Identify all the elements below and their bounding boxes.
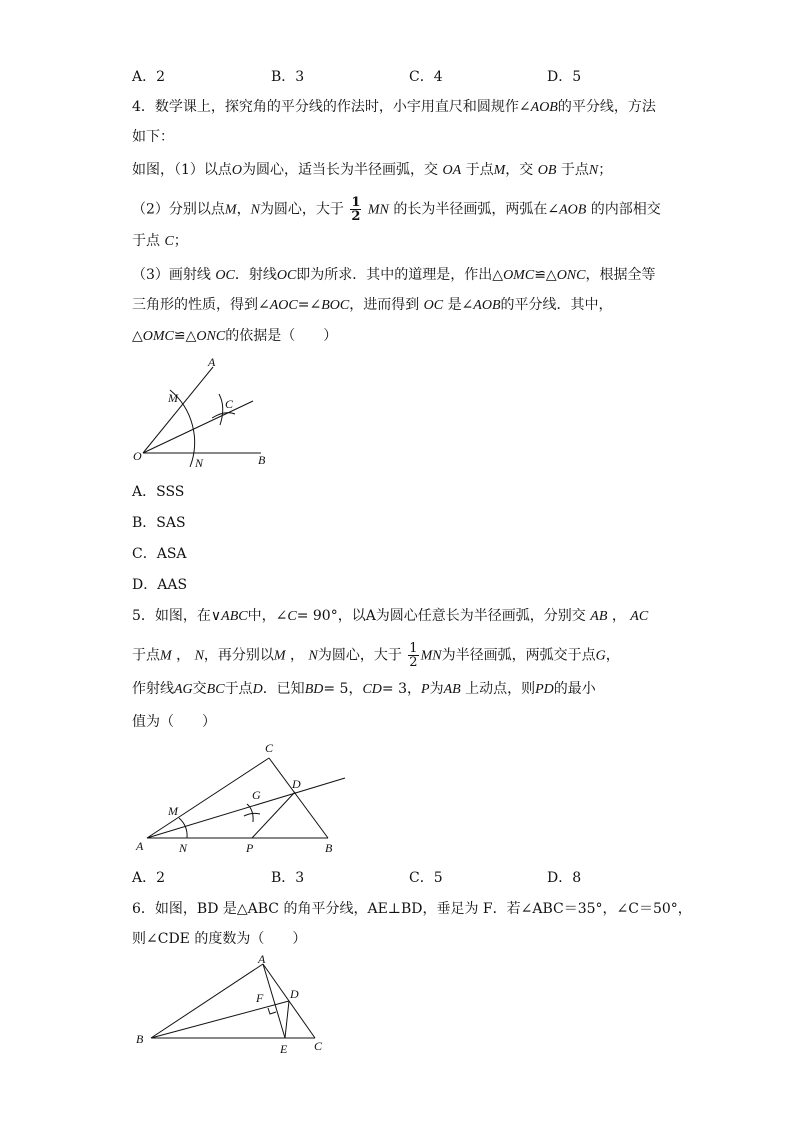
- q5-option-c: C．5: [409, 870, 443, 886]
- q5-option-d: D．8: [547, 870, 582, 886]
- q5-line-2: [132, 642, 620, 669]
- var: MN: [367, 202, 389, 218]
- right-angle-mark: [268, 1008, 276, 1014]
- var: N: [250, 202, 260, 218]
- var: AOB: [559, 202, 587, 218]
- text: ；: [598, 162, 613, 178]
- var: OC: [423, 298, 444, 313]
- denominator: 2: [409, 655, 418, 670]
- text: ，: [290, 647, 305, 664]
- text: = 5，: [323, 681, 363, 697]
- text: 于点: [465, 162, 494, 178]
- text: ．已知: [262, 681, 305, 697]
- text: =∠: [297, 297, 322, 313]
- q5-line-3: [132, 679, 596, 700]
- text: △: [132, 328, 143, 344]
- var: ABC: [221, 609, 248, 624]
- label-g: G: [252, 788, 261, 802]
- fraction-one-half: [350, 196, 361, 223]
- text: ≌△: [173, 328, 197, 344]
- denominator: 2: [351, 209, 361, 224]
- label-a: A: [208, 355, 216, 369]
- text: ；: [173, 233, 188, 249]
- var: AB: [443, 682, 461, 697]
- text: ．射线: [234, 267, 277, 283]
- label-o: O: [133, 449, 142, 463]
- var: OMC: [503, 268, 535, 283]
- text: （2）分别以点: [132, 201, 225, 218]
- var: N: [588, 163, 599, 178]
- var: M: [224, 202, 237, 218]
- var: G: [595, 648, 606, 664]
- q4-step-4: [132, 295, 613, 316]
- text: ，: [605, 647, 620, 664]
- var: P: [421, 682, 430, 697]
- text: 的平分线．其中，: [500, 297, 613, 313]
- label-n: N: [179, 841, 188, 855]
- q3-options: [132, 66, 652, 86]
- label-d: D: [290, 987, 299, 1001]
- ray-oc: [143, 401, 253, 453]
- label-b: B: [258, 453, 266, 467]
- text: 的内部相交: [590, 201, 661, 218]
- q4-step-5: [132, 326, 337, 347]
- fraction-one-half: [408, 642, 418, 669]
- var: C: [164, 234, 174, 249]
- label-b: B: [136, 1032, 144, 1046]
- label-a: A: [258, 954, 266, 966]
- var: MN: [420, 648, 442, 664]
- text: ，: [236, 201, 251, 218]
- text: 于点: [132, 233, 160, 249]
- text: 于点: [560, 162, 589, 178]
- var: BD: [304, 682, 324, 697]
- text: 为圆心，大于: [259, 201, 344, 218]
- var: OA: [442, 163, 462, 178]
- label-m: M: [168, 391, 178, 405]
- text: 为半径画弧，两弧交于点: [441, 647, 596, 664]
- text: 的长为半径画弧，两弧在∠: [393, 201, 560, 218]
- label-e: E: [280, 1042, 288, 1056]
- text: 的平分线，方法: [557, 99, 656, 115]
- triangle-symbol: ∨: [210, 608, 222, 624]
- text: = 3，: [381, 681, 421, 697]
- text: ，进而得到: [349, 297, 420, 313]
- text: 为: [429, 681, 444, 697]
- label-f: F: [256, 991, 264, 1005]
- text: 的最小: [553, 681, 596, 697]
- q4-step-2: [132, 196, 661, 223]
- text: 作射线: [132, 681, 174, 697]
- text: 于点: [224, 681, 253, 697]
- label-a: A: [136, 839, 144, 853]
- q4-step-3: [132, 265, 655, 286]
- numerator: 1: [351, 195, 361, 210]
- q3-option-c: C．4: [409, 69, 443, 85]
- var: CD: [362, 682, 382, 697]
- text: 即为所求．其中的道理是，作出△: [296, 267, 504, 283]
- text: 交: [192, 681, 207, 697]
- var: AOC: [269, 298, 298, 313]
- var: BOC: [321, 298, 350, 313]
- text: 上动点，则: [465, 681, 536, 697]
- label-d: D: [292, 777, 301, 791]
- var: C: [287, 609, 297, 624]
- text: ，再分别以: [203, 647, 274, 664]
- var: D: [252, 682, 263, 697]
- q4-step-1: [132, 160, 612, 181]
- text: 值为（ ）: [132, 714, 216, 730]
- label-c: C: [314, 1039, 323, 1053]
- q5-options: [132, 867, 652, 887]
- numerator: 1: [409, 641, 418, 656]
- q5-option-a: A．2: [132, 870, 166, 886]
- q5-right-triangle-figure: [132, 738, 354, 860]
- var: AOB: [530, 100, 558, 115]
- var: PD: [535, 682, 554, 697]
- q6-triangle-figure: [132, 954, 332, 1062]
- text: 三角形的性质，得到∠: [132, 297, 270, 313]
- text: ，: [611, 608, 626, 624]
- segment-bd: [151, 1001, 289, 1038]
- var: AOB: [473, 298, 501, 313]
- var: OC: [276, 268, 297, 283]
- var: OC: [215, 268, 235, 283]
- text: ，交: [505, 162, 534, 178]
- q4-stem-line-2: [132, 127, 174, 147]
- var: AB: [590, 609, 608, 624]
- text: 是∠: [447, 297, 474, 313]
- var: OMC: [142, 329, 174, 344]
- label-m: M: [168, 804, 178, 818]
- text: 中，∠: [247, 608, 288, 624]
- text: ，根据全等: [585, 267, 656, 283]
- text: ，: [176, 647, 191, 664]
- var: OB: [537, 163, 557, 178]
- text: 5．如图，在: [132, 608, 211, 624]
- text: 如下：: [132, 129, 174, 145]
- label-c: C: [225, 397, 234, 411]
- q4-option-b: B．SAS: [132, 515, 186, 531]
- text: 于点: [132, 647, 160, 664]
- var: BC: [206, 682, 225, 697]
- var: ONC: [556, 268, 586, 283]
- text: （3）画射线: [132, 267, 211, 283]
- var: M: [493, 163, 506, 178]
- var: O: [231, 163, 243, 178]
- q4-step-2-cont: [132, 231, 188, 252]
- side-ab: [151, 964, 263, 1038]
- q3-option-d: D．5: [547, 69, 582, 85]
- q4-option-c: C．ASA: [132, 546, 187, 562]
- var: AC: [630, 609, 649, 624]
- q6-line-2: 则∠CDE 的度数为（ ）: [132, 931, 307, 947]
- text: 如图，（1）以点: [132, 162, 232, 178]
- q5-option-b: B．3: [271, 870, 305, 886]
- text: 的依据是（ ）: [225, 328, 338, 344]
- q5-line-4: [132, 712, 216, 732]
- q4-option-d: D．AAS: [132, 577, 188, 593]
- arc-g-2: [244, 813, 260, 816]
- var: M: [273, 648, 286, 664]
- q3-option-b: B．3: [271, 69, 305, 85]
- q3-option-a: A．2: [132, 69, 166, 85]
- text: ≌△: [534, 267, 557, 283]
- var: ONC: [196, 329, 226, 344]
- label-c: C: [265, 741, 274, 755]
- var: AG: [174, 682, 193, 697]
- q4-stem-line-1: [132, 97, 656, 118]
- segment-ae: [263, 964, 285, 1038]
- label-n: N: [195, 456, 204, 470]
- side-ac: [147, 758, 269, 838]
- segment-de: [285, 1001, 289, 1038]
- ray-oa: [143, 367, 213, 453]
- label-b: B: [325, 841, 333, 855]
- arc-from-m: [219, 394, 223, 425]
- q6-line-1: 6．如图，BD 是△ABC 的角平分线，AE⊥BD，垂足为 F．若∠ABC＝35°，∠C＝50°，: [132, 901, 692, 917]
- var: N: [308, 648, 318, 664]
- label-p: P: [246, 841, 254, 855]
- text: 为圆心，适当长为半径画弧，交: [242, 162, 439, 178]
- text: 4．数学课上，探究角的平分线的作法时，小宇用直尺和圆规作∠: [132, 99, 531, 115]
- q4-option-a: A．SSS: [132, 484, 185, 500]
- var: N: [194, 648, 204, 664]
- var: M: [160, 648, 172, 664]
- text: 为圆心，大于: [317, 647, 402, 664]
- text: = 90°，以A为圆心任意长为半径画弧，分别交: [296, 608, 586, 624]
- q4-angle-bisector-figure: [128, 352, 278, 474]
- q5-line-1: [132, 606, 648, 627]
